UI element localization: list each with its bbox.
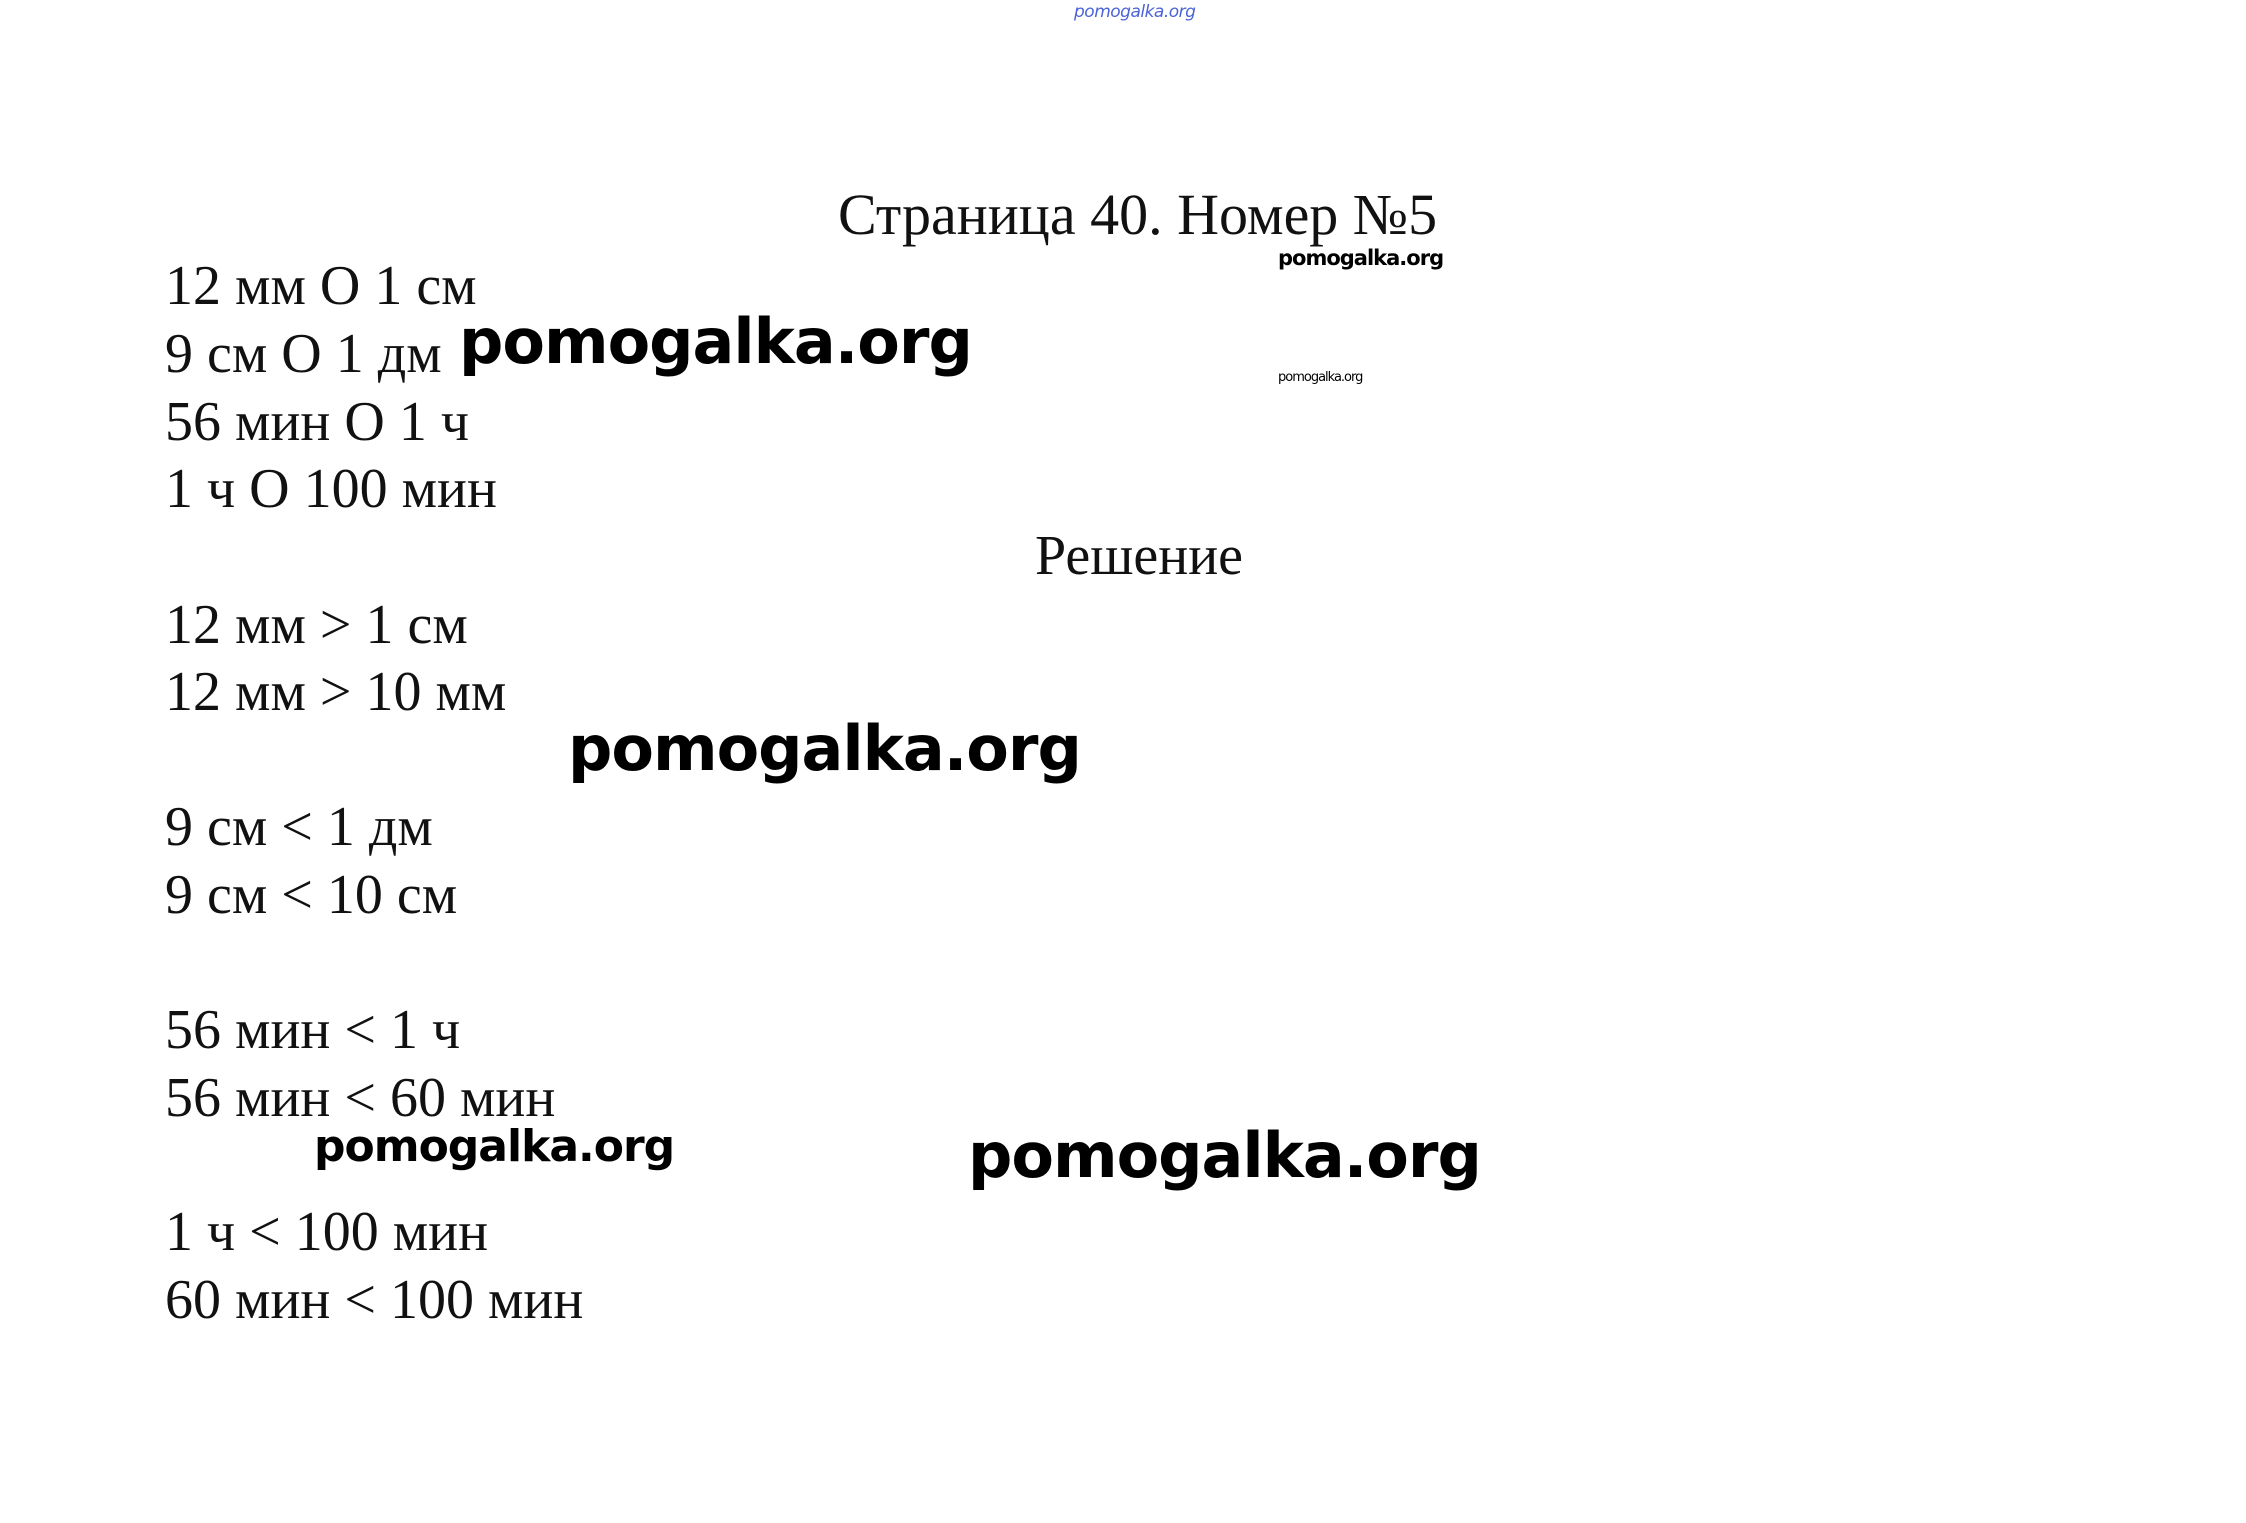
watermark-small: pomogalka.org	[1278, 246, 1444, 270]
watermark-medium: pomogalka.org	[314, 1121, 675, 1172]
task-line-3: 56 мин О 1 ч	[165, 391, 469, 453]
solution-line-5: 56 мин < 1 ч	[165, 999, 461, 1061]
watermark-large-1: pomogalka.org	[459, 305, 972, 378]
solution-line-3: 9 см < 1 дм	[165, 796, 433, 858]
solution-line-4: 9 см < 10 см	[165, 864, 458, 926]
solution-line-1: 12 мм > 1 см	[165, 594, 468, 656]
solution-heading: Решение	[1035, 525, 1244, 587]
watermark-large-3: pomogalka.org	[968, 1119, 1481, 1192]
solution-line-6: 56 мин < 60 мин	[165, 1067, 556, 1129]
watermark-top: pomogalka.org	[1074, 2, 1196, 22]
watermark-large-2: pomogalka.org	[568, 712, 1081, 785]
task-line-4: 1 ч О 100 мин	[165, 458, 497, 520]
task-line-2: 9 см О 1 дм	[165, 323, 442, 385]
solution-line-8: 60 мин < 100 мин	[165, 1269, 584, 1331]
solution-line-7: 1 ч < 100 мин	[165, 1201, 489, 1263]
task-line-1: 12 мм О 1 см	[165, 255, 477, 317]
watermark-tiny: pomogalka.org	[1278, 370, 1363, 385]
solution-line-2: 12 мм > 10 мм	[165, 661, 507, 723]
page-title: Страница 40. Номер №5	[838, 182, 1438, 247]
